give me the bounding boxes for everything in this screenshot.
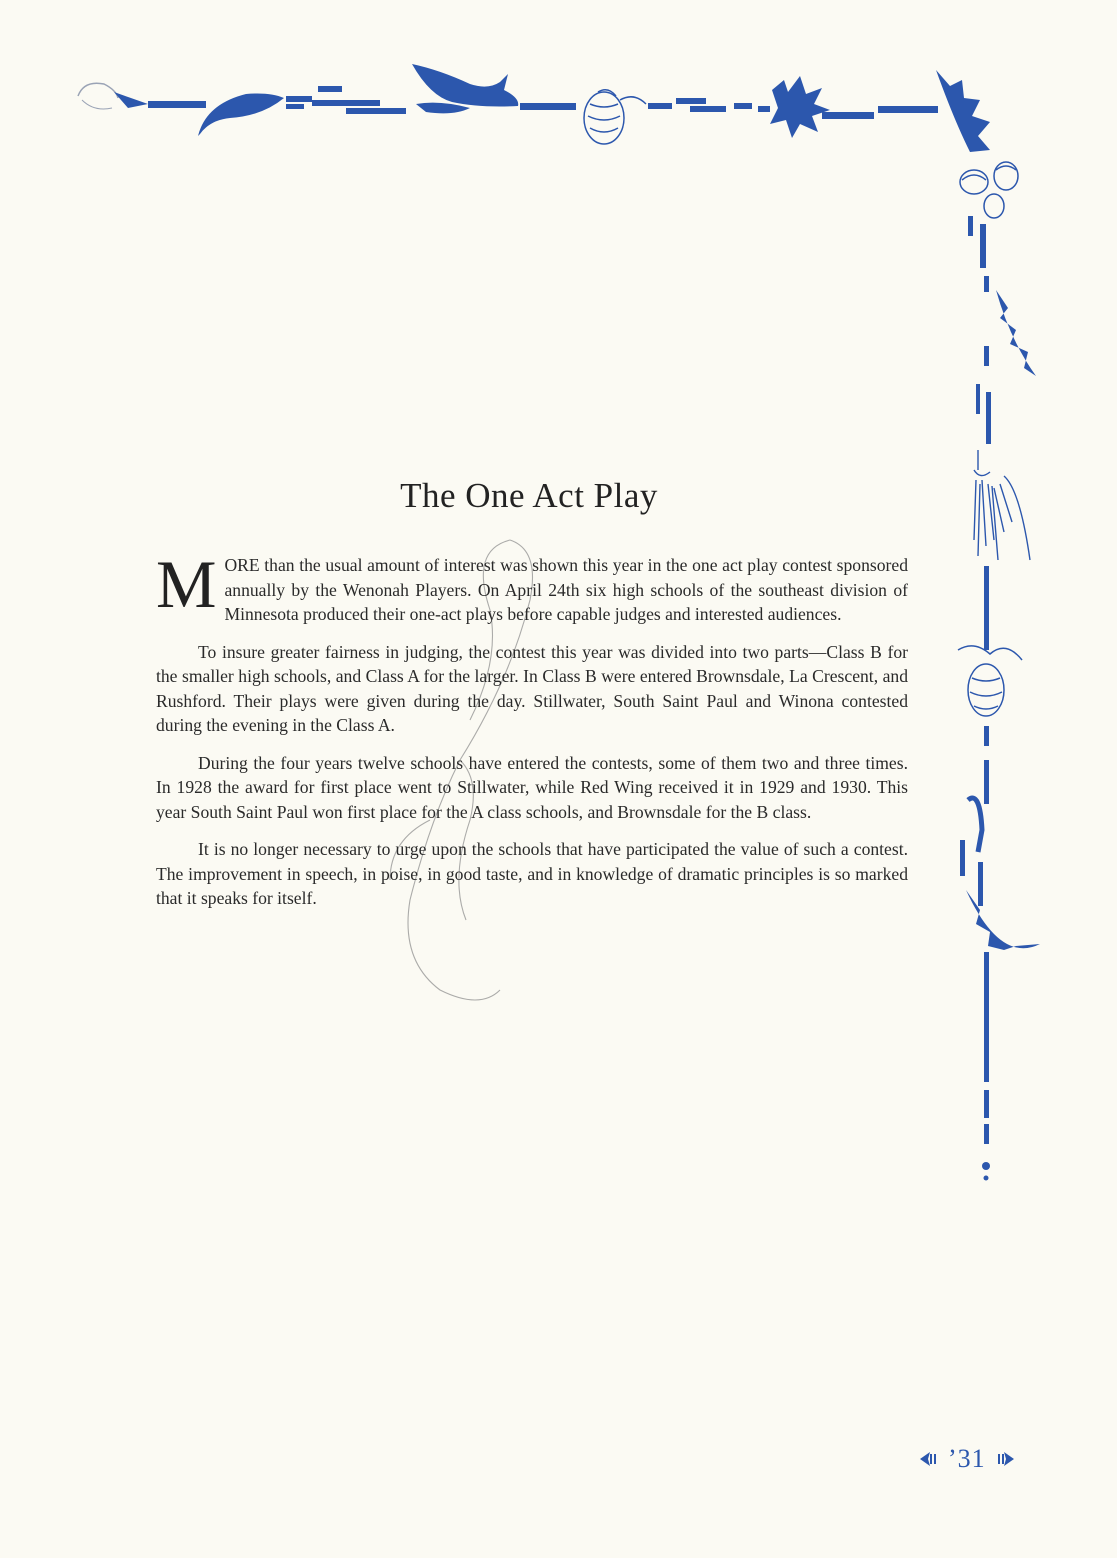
paragraph-1-text: ORE than the usual amount of interest was shown this year in the one act play contest sponsored annually by the Wenonah Players. On April 24th six high schools of the southeast division of Minnesota produced their one-act plays before capable judges and interested audiences. <box>224 555 908 624</box>
paragraph-3: During the four years twelve schools have entered the contests, some of them two and three times. In 1928 the award for first place went to Stillwater, while Red Wing received it in 1929 and 1930. This year South Saint Paul won first place for the A class schools, and Brownsdale for the B class. <box>156 752 908 822</box>
article-body <box>156 546 908 924</box>
page-footer <box>918 1444 1038 1474</box>
page-title: The One Act Play <box>400 476 658 515</box>
arrow-ornament-left-icon <box>918 1450 938 1468</box>
paragraph-1 <box>156 546 908 627</box>
paragraph-4: It is no longer necessary to urge upon the schools that have participated the value of such a contest. The improvement in speech, in poise, in good taste, and in knowledge of dramatic principles is so marked that it speaks for itself. <box>156 839 908 908</box>
arrow-ornament-right-icon <box>996 1450 1016 1468</box>
year-label: ’31 <box>948 1444 986 1473</box>
drop-cap: M <box>156 546 217 622</box>
paragraph-2: To insure greater fairness in judging, the contest this year was divided into two parts—Class B for the smaller high schools, and Class A for the larger. In Class B were entered Brownsdale, La Crescent, and Rushford. Their plays were given during the day. Stillwater, South Saint Paul and Winona contested during the evening in the Class A. <box>156 641 908 735</box>
